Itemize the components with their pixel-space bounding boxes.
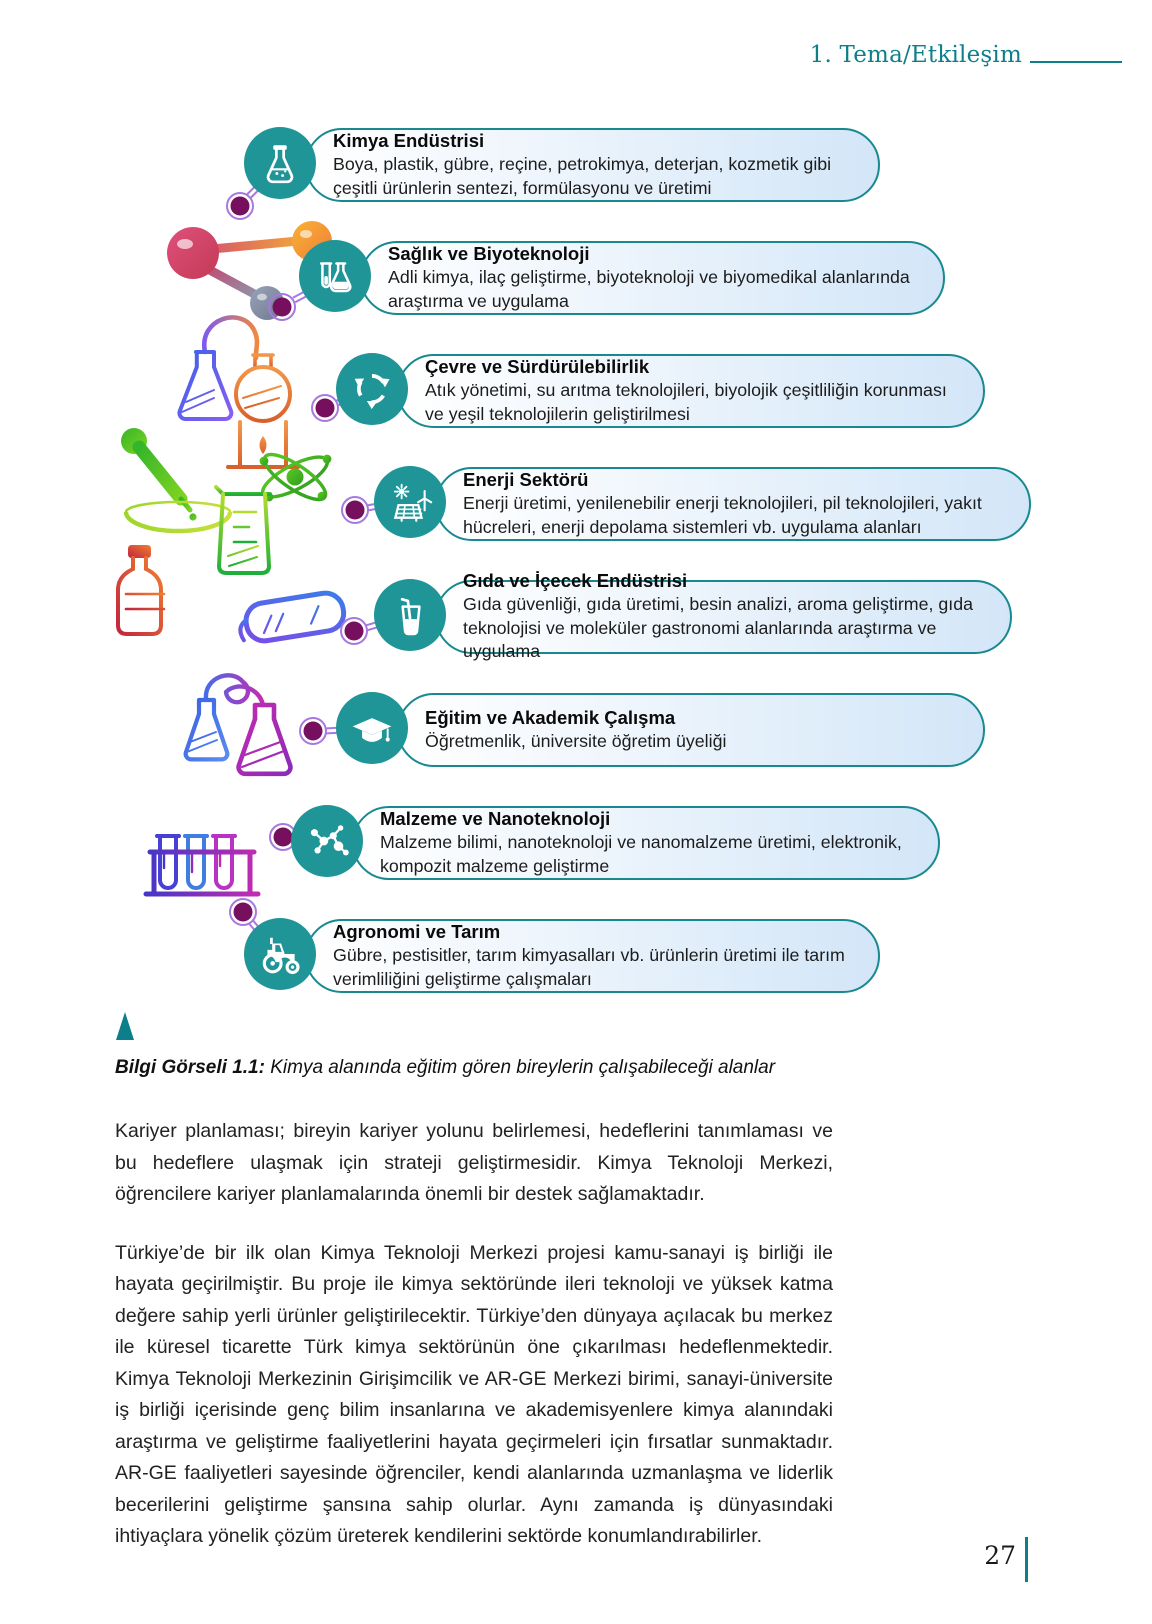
card-title: Agronomi ve Tarım [333, 921, 501, 942]
health-biotech-icon [299, 240, 371, 312]
card-body: Adli kimya, ilaç geliştirme, biyoteknoloji ve biyomedikal alanlarında araştırma ve uygulama [388, 267, 910, 311]
tractor-icon [244, 918, 316, 990]
card-title: Enerji Sektörü [463, 469, 589, 490]
illustration-atom [258, 447, 333, 507]
card-kimya-endustrisi [305, 128, 880, 202]
illustration-beaker [216, 487, 270, 573]
figure-caption-text: Kimya alanında eğitim gören bireylerin çalışabileceği alanlar [264, 1057, 776, 1078]
card-malzeme-nanoteknoloji [352, 806, 940, 880]
body-text [115, 1116, 833, 1580]
card-title: Gıda ve İçecek Endüstrisi [463, 570, 688, 592]
card-gida-icecek [435, 570, 1012, 662]
figure-marker-icon [116, 1012, 134, 1040]
header-rule [1030, 61, 1122, 63]
card-body: Boya, plastik, gübre, reçine, petrokimya, deterjan, kozmetik gibi çeşitli ürünlerin sentezi, formülasyonu ve üretimi [333, 154, 832, 198]
card-body: Atık yönetimi, su arıtma teknolojileri, biyolojik çeşitliliğin korunması ve yeşil teknolojilerin geliştirilmesi [425, 380, 947, 424]
illustration-distillation [179, 317, 298, 467]
energy-icon [374, 466, 446, 538]
chapter-title: 1. Tema/Etkileşim [809, 42, 1022, 68]
card-title: Malzeme ve Nanoteknoloji [380, 808, 611, 829]
card-title: Çevre ve Sürdürülebilirlik [425, 356, 650, 377]
graduation-cap-icon [336, 692, 408, 764]
illustration-goggles [237, 591, 347, 645]
recycle-icon [336, 353, 408, 425]
card-body: Gıda güvenliği, gıda üretimi, besin analizi, aroma geliştirme, gıda teknolojisi ve moleküler gastronomi alanlarında araştırma ve uygulama [463, 594, 973, 662]
card-body: Gübre, pestisitler, tarım kimyasalları vb. ürünlerin üretimi ile tarım verimliliğini geliştirme çalışmaları [333, 945, 845, 989]
figure-caption [115, 1057, 875, 1079]
card-body: Malzeme bilimi, nanoteknoloji ve nanomalzeme üretimi, elektronik, kompozit malzeme geliştirme [380, 832, 902, 876]
illustration-bottle [118, 545, 164, 634]
card-body: Enerji üretimi, yenilenebilir enerji teknolojileri, pil teknolojileri, yakıt hücreleri, enerji depolama sistemleri vb. uygulama alanları [463, 493, 982, 537]
nano-molecule-icon [291, 805, 363, 877]
card-title: Eğitim ve Akademik Çalışma [425, 706, 676, 728]
page-header [810, 42, 1122, 68]
card-body: Öğretmenlik, üniversite öğretim üyeliği [425, 730, 727, 751]
card-enerji-sektoru [435, 467, 1031, 541]
page-number: 27 [984, 1541, 1016, 1570]
flask-icon [244, 127, 316, 199]
paragraph-1: Kariyer planlaması; bireyin kariyer yolunu belirlemesi, hedeflerini tanımlaması ve bu hedeflere ulaşmak için strateji geliştirmesidir. Kimya Teknoloji Merkezi, öğrencilere kariyer planlamalarında önemli bir destek sağlamaktadır. [115, 1120, 833, 1205]
food-drink-icon [374, 579, 446, 651]
figure-caption-label: Bilgi Görseli 1.1: [115, 1057, 265, 1078]
illustration-dropper [121, 428, 230, 531]
card-agronomi-tarim [305, 919, 880, 993]
illustration-flask-pair [186, 675, 291, 774]
paragraph-2: Türkiye’de bir ilk olan Kimya Teknoloji Merkezi projesi kamu-sanayi iş birliği ile hayata geçirilmiştir. Bu proje ile kimya sektöründe ileri teknoloji ve yüksek katma değere sahip yerli ürünler geliştirilecektir. Türkiye’den dünyaya açılacak bu merkez ile küresel ticarette Türk kimya sektörünün öne çıkarılması hedeflenmektedir. Kimya Teknoloji Merkezinin Girişimcilik ve AR-GE Merkezi birimi, sanayi-üniversite iş birliği içerisinde genç bilim insanlarına ve akademisyenlere kimya alanındaki araştırma ve geliştirme faaliyetlerini hayata geçirmeleri için fırsatlar sunmaktadır. AR-GE faaliyetleri sayesinde öğrenciler, kendi alanlarında uzmanlaşma ve liderlik becerilerini geliştirme şansına sahip olurlar. Aynı zamanda iş dünyasındaki ihtiyaçlara yönelik çözüm üreterek kendilerini sektörde konumlandırabilirler. [115, 1241, 833, 1547]
page-number-rule [1025, 1537, 1028, 1582]
card-cevre-surdurulebilirlik [397, 354, 985, 428]
card-title: Kimya Endüstrisi [333, 130, 485, 151]
illustration-test-tube-rack [146, 836, 258, 894]
card-egitim-akademik [397, 693, 985, 767]
card-saglik-biyoteknoloji [360, 241, 945, 315]
card-title: Sağlık ve Biyoteknoloji [388, 243, 590, 264]
